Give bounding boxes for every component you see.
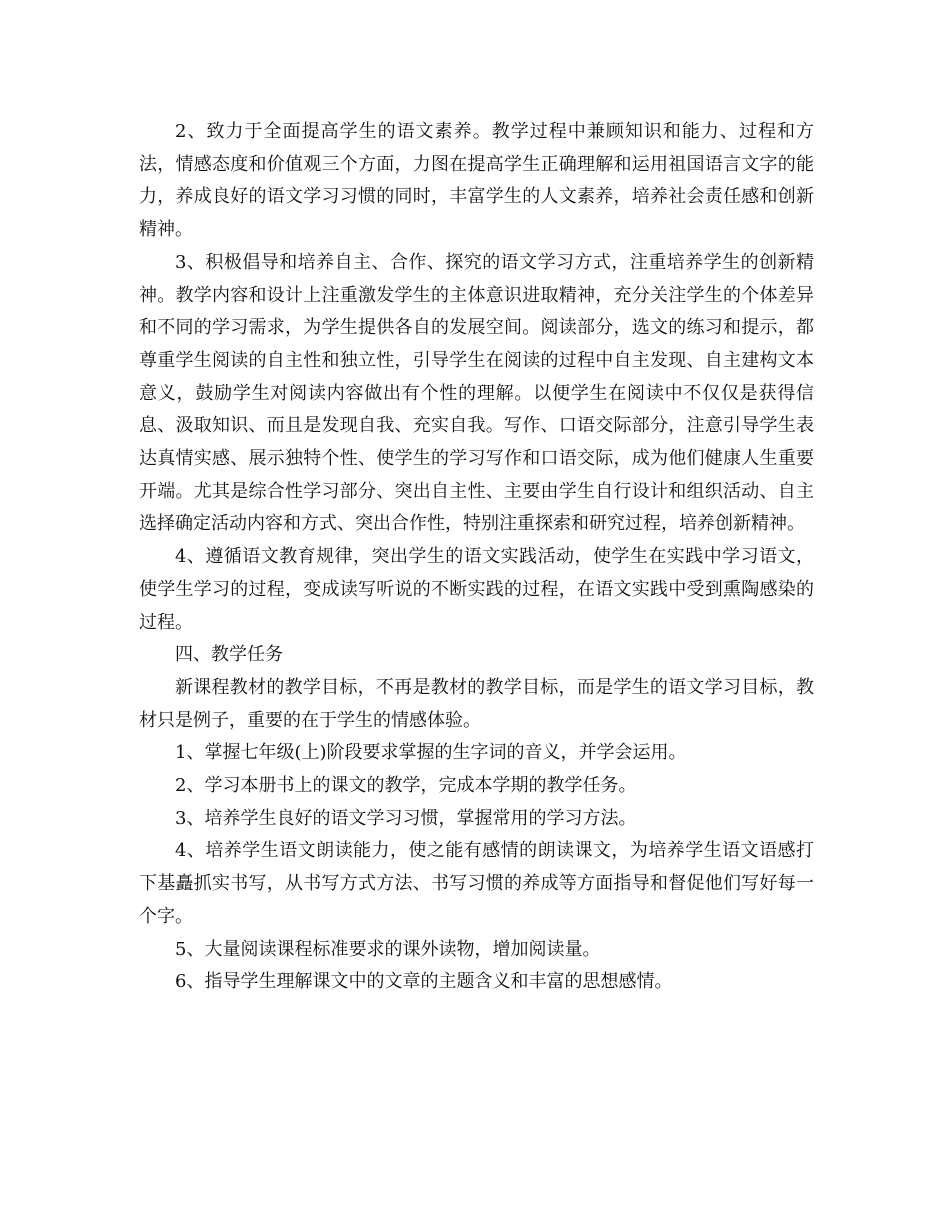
task-item-1: 1、掌握七年级(上)阶段要求掌握的生字词的音义，并学会运用。 <box>175 742 687 764</box>
document-body <box>139 116 814 999</box>
task-item-6: 6、指导学生理解课文中的文章的主题含义和丰富的思想感情。 <box>175 971 673 993</box>
section-heading-teaching-tasks: 四、教学任务 <box>175 644 283 666</box>
paragraph-goal-2: 2、致力于全面提高学生的语文素养。教学过程中兼顾知识和能力、过程和方法，情感态度和价值观三个方面，力图在提高学生正确理解和运用祖国语言文字的能力，养成良好的语文学习习惯的同时，丰富学生的人文素养，培养社会责任感和创新精神。 <box>139 121 814 241</box>
paragraph-goal-3: 3、积极倡导和培养自主、合作、探究的语文学习方式，注重培养学生的创新精神。教学内容和设计上注重激发学生的主体意识进取精神，充分关注学生的个体差异和不同的学习需求，为学生提供各自的发展空间。阅读部分，选文的练习和提示，都尊重学生阅读的自主性和独立性，引导学生在阅读的过程中自主发现、自主建构文本意义，鼓励学生对阅读内容做出有个性的理解。以便学生在阅读中不仅仅是获得信息、汲取知识、而且是发现自我、充实自我。写作、口语交际部分，注意引导学生表达真情实感、展示独特个性、使学生的学习写作和口语交际，成为他们健康人生重要开端。尤其是综合性学习部分、突出自主性、主要由学生自行设计和组织活动、自主选择确定活动内容和方式、突出合作性，特别注重探索和研究过程，培养创新精神。 <box>139 251 814 535</box>
paragraph-tasks-intro: 新课程教材的教学目标，不再是教材的教学目标，而是学生的语文学习目标，教材只是例子，重要的在于学生的情感体验。 <box>139 676 814 731</box>
task-item-3: 3、培养学生良好的语文学习习惯，掌握常用的学习方法。 <box>175 807 637 829</box>
task-item-4: 4、培养学生语文朗读能力，使之能有感情的朗读课文，为培养学生语文语感打下基矗抓实书写，从书写方式方法、书写习惯的养成等方面指导和督促他们写好每一个字。 <box>139 840 814 927</box>
paragraph-goal-4: 4、遵循语文教育规律，突出学生的语文实践活动，使学生在实践中学习语文，使学生学习的过程，变成读写听说的不断实践的过程，在语文实践中受到熏陶感染的过程。 <box>139 546 814 633</box>
task-item-5: 5、大量阅读课程标准要求的课外读物，增加阅读量。 <box>175 938 601 960</box>
task-item-2: 2、学习本册书上的课文的教学，完成本学期的教学任务。 <box>175 775 637 797</box>
